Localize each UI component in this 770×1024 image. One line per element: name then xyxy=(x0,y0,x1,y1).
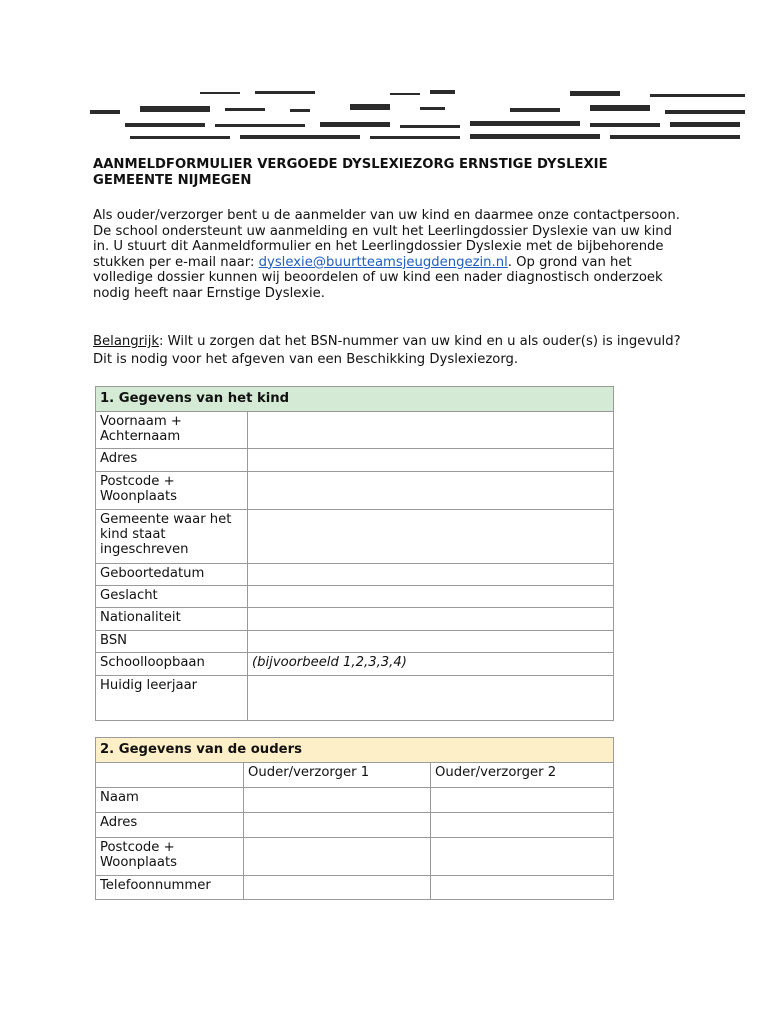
title-line-1: AANMELDFORMULIER VERGOEDE DYSLEXIEZORG ERNSTIGE DYSLEXIE xyxy=(93,157,608,172)
intro-paragraph xyxy=(93,208,683,302)
field-nationality[interactable] xyxy=(248,608,614,631)
row-label-parent-name: Naam xyxy=(96,788,244,813)
child-details-table xyxy=(95,386,614,721)
form-title xyxy=(93,157,693,189)
row-label-postcode: Postcode + Woonplaats xyxy=(96,472,248,510)
row-label-address: Adres xyxy=(96,449,248,472)
row-label-parent-postcode: Postcode + Woonplaats xyxy=(96,838,244,876)
column-header-parent-1: Ouder/verzorger 1 xyxy=(244,763,431,788)
row-label-nationality: Nationaliteit xyxy=(96,608,248,631)
field-parent1-phone[interactable] xyxy=(244,876,431,900)
important-text: : Wilt u zorgen dat het BSN-nummer van uw kind en u als ouder(s) is ingevuld? Dit is nodig voor het afgeven van een Beschikking Dyslexiezorg. xyxy=(93,334,681,367)
email-link[interactable]: dyslexie@buurtteamsjeugdengezin.nl xyxy=(258,254,508,270)
row-label-gender: Geslacht xyxy=(96,586,248,608)
row-label-municipality: Gemeente waar het kind staat ingeschreven xyxy=(96,510,248,564)
field-parent1-name[interactable] xyxy=(244,788,431,813)
row-label-school-history: Schoolloopbaan xyxy=(96,653,248,676)
row-label-birthdate: Geboortedatum xyxy=(96,564,248,586)
row-label-parent-phone: Telefoonnummer xyxy=(96,876,244,900)
field-parent1-address[interactable] xyxy=(244,813,431,838)
field-address[interactable] xyxy=(248,449,614,472)
header-empty-cell xyxy=(96,763,244,788)
row-label-parent-address: Adres xyxy=(96,813,244,838)
parents-section-heading: 2. Gegevens van de ouders xyxy=(96,738,614,763)
field-postcode[interactable] xyxy=(248,472,614,510)
intro-text-end: . Op grond van het volledige dossier kunnen wij beoordelen of uw kind een nader diagnostisch onderzoek nodig heeft naar Ernstige Dyslexie. xyxy=(93,254,663,301)
field-parent2-postcode[interactable] xyxy=(431,838,614,876)
garbled-letterhead-image xyxy=(90,88,745,146)
field-bsn[interactable] xyxy=(248,631,614,653)
field-parent1-postcode[interactable] xyxy=(244,838,431,876)
row-label-name: Voornaam + Achternaam xyxy=(96,412,248,449)
child-section-heading: 1. Gegevens van het kind xyxy=(96,387,614,412)
column-header-parent-2: Ouder/verzorger 2 xyxy=(431,763,614,788)
row-label-bsn: BSN xyxy=(96,631,248,653)
title-line-2: GEMEENTE NIJMEGEN xyxy=(93,173,252,188)
field-school-history[interactable]: (bijvoorbeeld 1,2,3,3,4) xyxy=(248,653,614,676)
field-birthdate[interactable] xyxy=(248,564,614,586)
field-parent2-phone[interactable] xyxy=(431,876,614,900)
field-name[interactable] xyxy=(248,412,614,449)
important-label: Belangrijk xyxy=(93,334,160,349)
field-parent2-name[interactable] xyxy=(431,788,614,813)
field-grade[interactable] xyxy=(248,676,614,721)
field-municipality[interactable] xyxy=(248,510,614,564)
field-gender[interactable] xyxy=(248,586,614,608)
important-notice xyxy=(93,333,683,368)
intro-text: Als ouder/verzorger bent u de aanmelder van uw kind en daarmee onze contactpersoon. De school ondersteunt uw aanmelding en vult het Leerlingdossier Dyslexie van uw kind in. U stuurt dit Aanmeldformulier en het Leerlingdossier Dyslexie met de bijbehorende stukken per e-mail naar: xyxy=(93,208,680,270)
parents-details-table xyxy=(95,737,614,900)
row-label-grade: Huidig leerjaar xyxy=(96,676,248,721)
field-parent2-address[interactable] xyxy=(431,813,614,838)
